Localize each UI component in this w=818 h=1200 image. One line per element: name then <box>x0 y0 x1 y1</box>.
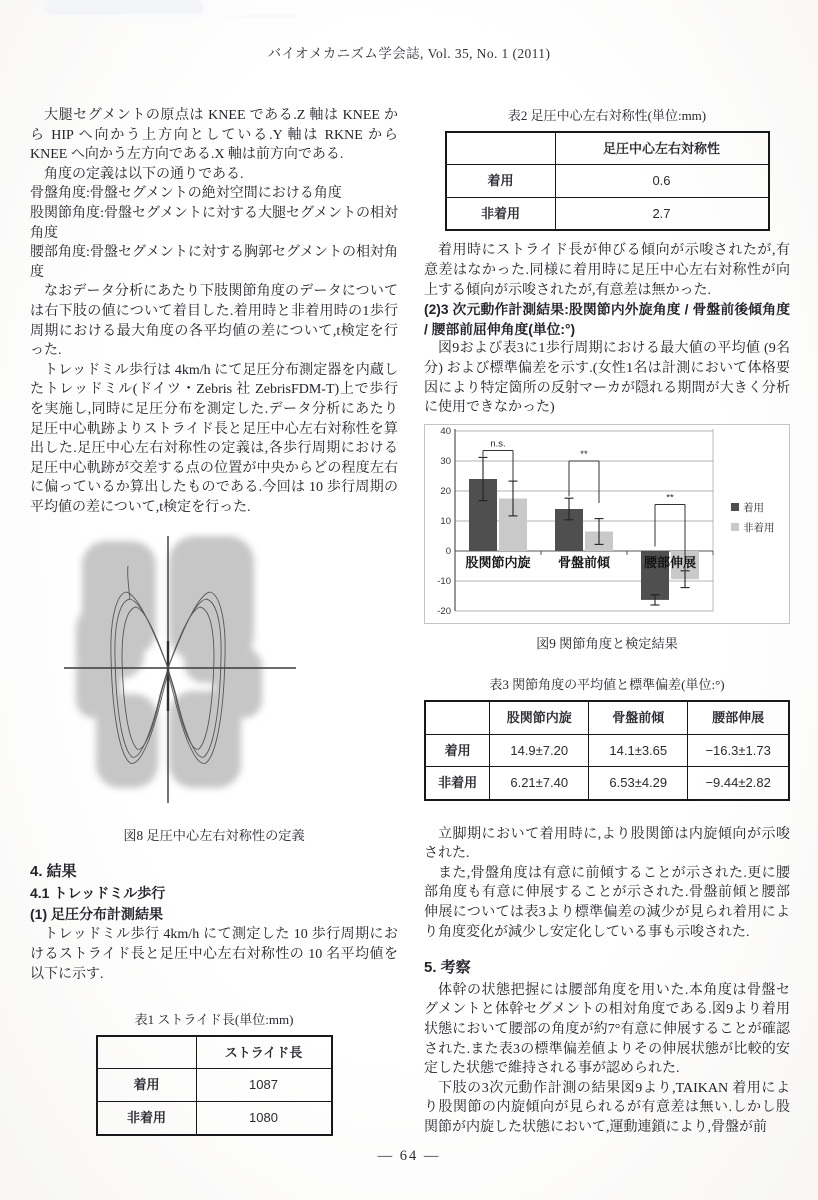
table-cell: 6.53±4.29 <box>589 767 688 800</box>
table-cell: 足圧中心左右対称性 <box>555 132 769 165</box>
svg-text:着用: 着用 <box>743 501 764 514</box>
joint-angle-chart-svg <box>425 425 789 623</box>
table-row <box>97 1036 332 1069</box>
table-cell: −16.3±1.73 <box>688 734 789 767</box>
table-row <box>97 1069 332 1102</box>
paragraph-data-analysis: なおデータ分析にあたり下肢関節角度のデータについては右下肢の値について着目した.着用時と非着用時の1歩行周期における最大角度の各平均値の差について,t検定を行った. <box>30 284 398 359</box>
table-cell: 6.21±7.40 <box>490 767 589 800</box>
paragraph-stance-phase: 立脚期において着用時に,より股関節は内旋傾向が示唆された. <box>424 826 790 862</box>
svg-text:**: ** <box>666 492 674 504</box>
table-cell: 股関節内旋 <box>490 701 589 734</box>
table-row <box>446 197 769 230</box>
table-cell: ストライド長 <box>196 1036 332 1069</box>
svg-text:-20: -20 <box>437 605 451 617</box>
scan-artifact <box>120 14 300 18</box>
table-cell: 骨盤前傾 <box>589 701 688 734</box>
paragraph-pelvis-significance: また,骨盤角度は有意に前傾することが示された.更に腰部角度も有意に伸展することが示された.骨盤前傾と腰部伸展については表3より標準偏差の減少が見られ着用により角度変化が減少し安定化している事も示唆された. <box>424 865 790 940</box>
table3-caption: 表3 関節角度の平均値と標準偏差(単位:°) <box>489 677 725 693</box>
scan-artifact <box>44 0 204 15</box>
table-row <box>425 734 789 767</box>
table-cell: 非着用 <box>97 1102 197 1135</box>
table1-caption: 表1 ストライド長(単位:mm) <box>134 1012 294 1028</box>
cop-trajectory-graphic <box>64 531 364 809</box>
figure8-cop-diagram <box>30 531 398 845</box>
paragraph-fig9-intro: 図9および表3に1歩行周期における最大値の平均値 (9名分) および標準偏差を示す.(女性1名は計測において体格要因により特定箇所の反射マーカが隠れる期間が大きく分析に使用できなかった) <box>424 341 790 416</box>
svg-text:-10: -10 <box>437 575 451 587</box>
paragraph-angle-definitions-intro: 角度の定義は以下の通りである. <box>44 166 244 182</box>
svg-text:腰部伸展: 腰部伸展 <box>643 554 697 570</box>
figure8-caption: 図8 足圧中心左右対称性の定義 <box>123 828 305 844</box>
table-cell: 2.7 <box>555 197 769 230</box>
svg-text:n.s.: n.s. <box>490 438 506 450</box>
table-cell: 着用 <box>425 734 490 767</box>
table-cell: 1080 <box>196 1102 332 1135</box>
section5-heading: 5. 考察 <box>424 959 471 977</box>
figure9-bar-chart <box>424 424 790 624</box>
page-number: ― 64 ― <box>377 1148 441 1164</box>
table-cell: 14.1±3.65 <box>589 734 688 767</box>
figure9-caption: 図9 関節角度と検定結果 <box>536 635 678 651</box>
svg-text:非着用: 非着用 <box>743 521 775 534</box>
svg-text:0: 0 <box>445 545 451 557</box>
svg-text:30: 30 <box>440 455 451 467</box>
table-cell: 14.9±7.20 <box>490 734 589 767</box>
table-row <box>97 1102 332 1135</box>
left-column <box>30 106 398 1136</box>
table3-joint-angles <box>424 700 790 801</box>
definition-hip-angle: 股関節角度:骨盤セグメントに対する大腿セグメントの相対角度 <box>30 205 398 241</box>
paragraph-result-intro: トレッドミル歩行 4km/h にて測定した 10 歩行周期におけるストライド長と足圧中心左右対称性の 10 名平均値を以下に示す. <box>30 927 398 982</box>
right-column <box>424 106 790 1138</box>
section4-heading: 4. 結果 <box>30 862 77 880</box>
section41-sub-heading: (1) 足圧分布計測結果 <box>30 905 163 922</box>
table-cell: −9.44±2.82 <box>688 767 789 800</box>
svg-text:10: 10 <box>440 515 451 527</box>
paragraph-trunk-discussion: 体幹の状態把握には腰部角度を用いた.本角度は骨盤セグメントと体幹セグメントの相対角度である.図9より着用状態において腰部の角度が約7°有意に伸展することが確認された.また表3の標準偏差値よりその伸展状態が比較的安定した状態で維持される事が認められた. <box>424 982 790 1077</box>
svg-text:骨盤前傾: 骨盤前傾 <box>557 554 611 570</box>
table-row <box>446 132 769 165</box>
svg-text:40: 40 <box>440 425 451 437</box>
table-row <box>446 165 769 198</box>
table-cell <box>97 1036 197 1069</box>
svg-text:20: 20 <box>440 485 451 497</box>
table-row <box>425 701 789 734</box>
heading-3d-motion-results: (2)3 次元動作計測結果:股関節内外旋角度 / 骨盤前後傾角度 / 腰部前屈伸角度(単位:°) <box>424 302 790 337</box>
section41-heading: 4.1 トレッドミル歩行 <box>30 885 166 902</box>
journal-header: バイオメカニズム学会誌, Vol. 35, No. 1 (2011) <box>267 46 551 61</box>
table2-cop-symmetry <box>445 131 770 232</box>
table-cell <box>425 701 490 734</box>
table-cell: 非着用 <box>425 767 490 800</box>
table-cell: 非着用 <box>446 197 556 230</box>
table-cell <box>446 132 556 165</box>
table-row <box>425 767 789 800</box>
paragraph-stride-result: 着用時にストライド長が伸びる傾向が示唆されたが,有意差はなかった.同様に着用時に足圧中心左右対称性が向上する傾向が示唆されたが,有意差は無かった. <box>424 243 790 298</box>
paragraph-treadmill-method: トレッドミル歩行は 4km/h にて足圧分布測定器を内蔵したトレッドミル(ドイツ・Zebris 社 ZebrisFDM-T)上で歩行を実施し,同時に足圧分布を測定した.データ分析にあたり足圧中心軌跡よりストライド長と足圧中心左右対称性を算出した.足圧中心左右対称性の定義は,各歩行周期における足圧中心軌跡が交差する点の位置が中央からどの程度左右に偏っているか算出したものである.今回は 10 歩行周期の平均値の差について,t検定を行った. <box>30 362 398 515</box>
definition-lumbar-angle: 腰部角度:骨盤セグメントに対する胸郭セグメントの相対角度 <box>30 245 398 280</box>
svg-text:**: ** <box>580 448 588 460</box>
table-cell: 1087 <box>196 1069 332 1102</box>
table-cell: 着用 <box>97 1069 197 1102</box>
table-cell: 着用 <box>446 165 556 198</box>
table-cell: 腰部伸展 <box>688 701 789 734</box>
table-cell: 0.6 <box>555 165 769 198</box>
table1-stride-length <box>96 1035 333 1136</box>
paragraph-thigh-segment: 大腿セグメントの原点は KNEE である.Z 軸は KNEE から HIP へ向かう上方向としている.Y 軸は RKNE から KNEE へ向かう左方向である.X 軸は前方向である. <box>30 108 398 163</box>
svg-text:股関節内旋: 股関節内旋 <box>465 554 531 570</box>
paragraph-lower-limb-discussion: 下肢の3次元動作計測の結果図9より,TAIKAN 着用により股関節の内旋傾向が見られるが有意差は無い.しかし股関節が内旋した状態において,運動連鎖により,骨盤が前 <box>424 1080 790 1135</box>
table2-caption: 表2 足圧中心左右対称性(単位:mm) <box>507 108 707 123</box>
definition-pelvis-angle: 骨盤角度:骨盤セグメントの絶対空間における角度 <box>30 186 342 202</box>
